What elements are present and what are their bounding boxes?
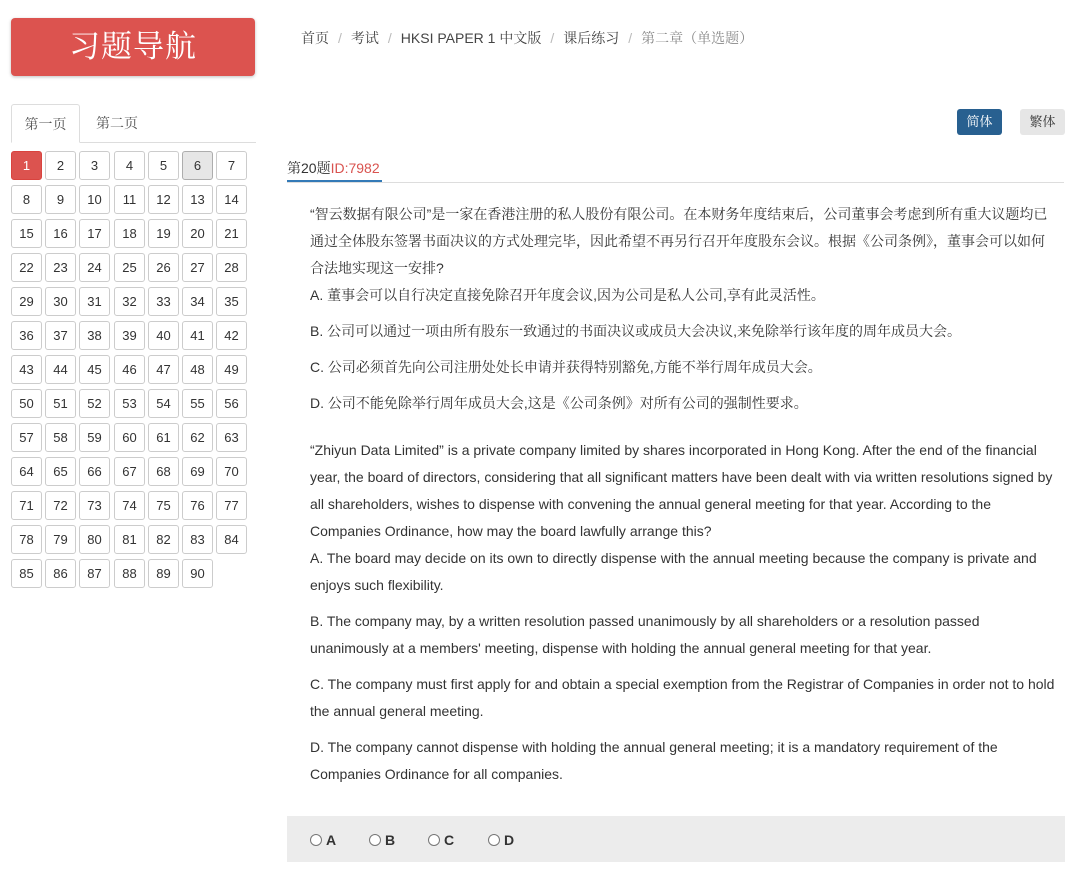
question-button-4[interactable]: 4	[114, 151, 145, 180]
question-button-89[interactable]: 89	[148, 559, 179, 588]
question-button-61[interactable]: 61	[148, 423, 179, 452]
simplified-button[interactable]: 简体	[957, 109, 1002, 135]
question-button-90[interactable]: 90	[182, 559, 213, 588]
answer-label: D	[504, 832, 515, 848]
question-button-40[interactable]: 40	[148, 321, 179, 350]
question-button-65[interactable]: 65	[45, 457, 76, 486]
question-button-7[interactable]: 7	[216, 151, 247, 180]
radio-icon[interactable]	[369, 834, 381, 846]
question-button-74[interactable]: 74	[114, 491, 145, 520]
question-button-45[interactable]: 45	[79, 355, 110, 384]
question-button-5[interactable]: 5	[148, 151, 179, 180]
question-button-23[interactable]: 23	[45, 253, 76, 282]
option-a-en: A. The board may decide on its own to directly dispense with the annual meeting because the company is private and enjoys such flexibility.	[310, 550, 1037, 593]
answer-choice-d[interactable]	[488, 831, 514, 849]
question-button-80[interactable]: 80	[79, 525, 110, 554]
option-a-zh: A. 董事会可以自行决定直接免除召开年度会议,因为公司是私人公司,享有此灵活性。	[310, 287, 825, 303]
question-button-12[interactable]: 12	[148, 185, 179, 214]
question-header	[287, 158, 1064, 183]
question-button-36[interactable]: 36	[11, 321, 42, 350]
answer-label: C	[444, 832, 455, 848]
question-button-43[interactable]: 43	[11, 355, 42, 384]
question-button-14[interactable]: 14	[216, 185, 247, 214]
question-button-70[interactable]: 70	[216, 457, 247, 486]
question-button-25[interactable]: 25	[114, 253, 145, 282]
question-button-81[interactable]: 81	[114, 525, 145, 554]
answer-label: B	[385, 832, 396, 848]
breadcrumb-paper[interactable]: HKSI PAPER 1 中文版	[400, 30, 542, 46]
question-zh	[310, 201, 1055, 417]
question-button-67[interactable]: 67	[114, 457, 145, 486]
breadcrumb-exercises[interactable]: 课后练习	[563, 30, 620, 46]
question-button-10[interactable]: 10	[79, 185, 110, 214]
question-button-47[interactable]: 47	[148, 355, 179, 384]
tab-page-1[interactable]: 第一页	[11, 104, 80, 143]
question-button-50[interactable]: 50	[11, 389, 42, 418]
question-button-63[interactable]: 63	[216, 423, 247, 452]
question-button-57[interactable]: 57	[11, 423, 42, 452]
breadcrumb-home[interactable]: 首页	[301, 30, 329, 46]
question-button-59[interactable]: 59	[79, 423, 110, 452]
question-button-1[interactable]: 1	[11, 151, 42, 180]
question-button-26[interactable]: 26	[148, 253, 179, 282]
question-button-79[interactable]: 79	[45, 525, 76, 554]
option-b-en: B. The company may, by a written resolution passed unanimously by all shareholders or a resolution passed unanimously at a members' meeting, dispense with holding the annual general meeting for that year.	[310, 613, 980, 656]
question-button-15[interactable]: 15	[11, 219, 42, 248]
question-button-17[interactable]: 17	[79, 219, 110, 248]
question-button-86[interactable]: 86	[45, 559, 76, 588]
question-button-16[interactable]: 16	[45, 219, 76, 248]
question-button-54[interactable]: 54	[148, 389, 179, 418]
breadcrumb-separator: /	[338, 30, 342, 46]
breadcrumb-separator: /	[550, 30, 555, 46]
question-button-34[interactable]: 34	[182, 287, 213, 316]
question-button-29[interactable]: 29	[11, 287, 42, 316]
question-button-48[interactable]: 48	[182, 355, 213, 384]
question-button-21[interactable]: 21	[216, 219, 247, 248]
option-c-zh: C. 公司必须首先向公司注册处处长申请并获得特别豁免,方能不举行周年成员大会。	[310, 359, 822, 375]
question-button-44[interactable]: 44	[45, 355, 76, 384]
question-button-69[interactable]: 69	[182, 457, 213, 486]
question-button-71[interactable]: 71	[11, 491, 42, 520]
answer-choice-a[interactable]	[310, 831, 336, 849]
question-id: ID:7982	[330, 160, 380, 176]
radio-icon[interactable]	[488, 834, 500, 846]
breadcrumb-separator: /	[628, 30, 633, 46]
question-button-33[interactable]: 33	[148, 287, 179, 316]
question-button-88[interactable]: 88	[114, 559, 145, 588]
question-button-62[interactable]: 62	[182, 423, 213, 452]
question-button-52[interactable]: 52	[79, 389, 110, 418]
question-button-9[interactable]: 9	[45, 185, 76, 214]
question-button-31[interactable]: 31	[79, 287, 110, 316]
question-button-85[interactable]: 85	[11, 559, 42, 588]
question-en	[310, 437, 1055, 788]
question-button-46[interactable]: 46	[114, 355, 145, 384]
question-stem-zh: “智云数据有限公司”是一家在香港注册的私人股份有限公司。在本财务年度结束后，公司董事会考虑到所有重大议题均已通过全体股东签署书面决议的方式处理完毕，因此希望不再另行召开年度股东会议。根据《公司条例》，董事会可以如何合法地实现这一安排?	[310, 206, 1048, 276]
question-stem-en: “Zhiyun Data Limited” is a private company limited by shares incorporated in Hong Kong. After the end of the financial year, the board of directors, considering that all significant matters have been dealt with via written resolutions signed by all shareholders, wishes to dispense with convening the annual general meeting for that year. According to the Companies Ordinance, how may the board lawfully arrange this?	[310, 442, 1053, 539]
question-button-66[interactable]: 66	[79, 457, 110, 486]
question-button-11[interactable]: 11	[114, 185, 145, 214]
question-button-20[interactable]: 20	[182, 219, 213, 248]
nav-title: 习题导航	[11, 18, 255, 76]
question-button-68[interactable]: 68	[148, 457, 179, 486]
option-c-en: C. The company must first apply for and obtain a special exemption from the Registrar of Companies in order not to hold the annual general meeting.	[310, 676, 1055, 719]
question-button-38[interactable]: 38	[79, 321, 110, 350]
question-button-28[interactable]: 28	[216, 253, 247, 282]
question-button-30[interactable]: 30	[45, 287, 76, 316]
question-button-55[interactable]: 55	[182, 389, 213, 418]
question-button-19[interactable]: 19	[148, 219, 179, 248]
answer-choice-b[interactable]	[369, 831, 395, 849]
question-button-83[interactable]: 83	[182, 525, 213, 554]
breadcrumb-separator: /	[387, 30, 392, 46]
breadcrumb-exam[interactable]: 考试	[350, 30, 379, 46]
question-button-73[interactable]: 73	[79, 491, 110, 520]
question-button-51[interactable]: 51	[45, 389, 76, 418]
question-button-87[interactable]: 87	[79, 559, 110, 588]
radio-icon[interactable]	[310, 834, 322, 846]
question-button-3[interactable]: 3	[79, 151, 110, 180]
option-d-en: D. The company cannot dispense with holding the annual general meeting; it is a mandatory requirement of the Companies Ordinance for all companies.	[310, 739, 998, 782]
question-tab	[287, 158, 382, 182]
question-button-24[interactable]: 24	[79, 253, 110, 282]
question-button-35[interactable]: 35	[216, 287, 247, 316]
option-b-zh: B. 公司可以通过一项由所有股东一致通过的书面决议或成员大会决议,来免除举行该年度的周年成员大会。	[310, 323, 962, 339]
answer-label: A	[326, 832, 337, 848]
page-tabs	[11, 104, 256, 143]
question-button-6[interactable]: 6	[182, 151, 213, 180]
question-button-72[interactable]: 72	[45, 491, 76, 520]
question-button-76[interactable]: 76	[182, 491, 213, 520]
question-button-75[interactable]: 75	[148, 491, 179, 520]
question-button-27[interactable]: 27	[182, 253, 213, 282]
question-button-78[interactable]: 78	[11, 525, 42, 554]
question-button-60[interactable]: 60	[114, 423, 145, 452]
radio-icon[interactable]	[428, 834, 440, 846]
answer-bar	[287, 816, 1065, 862]
question-button-41[interactable]: 41	[182, 321, 213, 350]
question-body	[310, 201, 1055, 797]
question-button-2[interactable]: 2	[45, 151, 76, 180]
question-button-84[interactable]: 84	[216, 525, 247, 554]
question-button-8[interactable]: 8	[11, 185, 42, 214]
question-button-18[interactable]: 18	[114, 219, 145, 248]
question-button-37[interactable]: 37	[45, 321, 76, 350]
question-button-56[interactable]: 56	[216, 389, 247, 418]
tab-page-2[interactable]: 第二页	[96, 115, 138, 131]
question-button-13[interactable]: 13	[182, 185, 213, 214]
question-button-77[interactable]: 77	[216, 491, 247, 520]
question-number: 第20题	[287, 160, 331, 176]
answer-choice-c[interactable]	[428, 831, 454, 849]
question-button-58[interactable]: 58	[45, 423, 76, 452]
option-d-zh: D. 公司不能免除举行周年成员大会,这是《公司条例》对所有公司的强制性要求。	[310, 395, 808, 411]
breadcrumb-chapter: 第二章（单选题）	[641, 30, 754, 46]
question-button-32[interactable]: 32	[114, 287, 145, 316]
traditional-button[interactable]: 繁体	[1020, 109, 1065, 135]
question-button-39[interactable]: 39	[114, 321, 145, 350]
question-button-53[interactable]: 53	[114, 389, 145, 418]
question-button-42[interactable]: 42	[216, 321, 247, 350]
question-button-22[interactable]: 22	[11, 253, 42, 282]
breadcrumb	[301, 28, 753, 48]
question-button-82[interactable]: 82	[148, 525, 179, 554]
question-button-64[interactable]: 64	[11, 457, 42, 486]
question-button-49[interactable]: 49	[216, 355, 247, 384]
